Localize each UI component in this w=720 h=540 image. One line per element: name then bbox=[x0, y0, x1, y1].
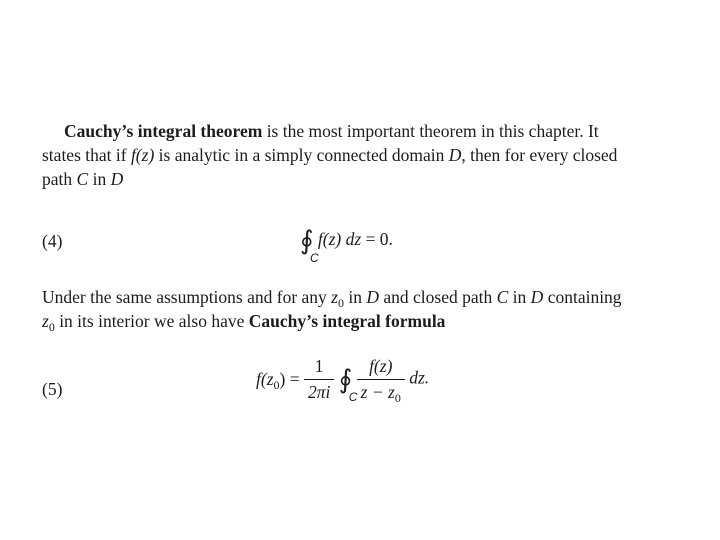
equation-cauchy-formula: $f(z_0)$ = $\frac{1}{2\pi i}$ ∮ C $\frac{f(z)}{z - z_0}$ dz. bbox=[256, 356, 430, 405]
paragraph-line: path C in D bbox=[42, 169, 124, 189]
term-cauchy-integral-formula: Cauchy’s integral formula bbox=[248, 311, 446, 331]
equation-number-4: (4) bbox=[42, 231, 63, 251]
paragraph-line: $z_0$ in its interior we also have Cauchy’s integral formula bbox=[42, 311, 446, 334]
contour-integral-symbol: ∮ C bbox=[300, 226, 319, 265]
fraction-integrand: $\frac{f(z)}{z - z_0}$ bbox=[357, 356, 405, 403]
paragraph-line: Under the same assumptions and for any $z_0$ in D and closed path C in D containing bbox=[42, 287, 622, 310]
equation-number-5: (5) bbox=[42, 379, 63, 399]
paragraph-line: states that if f(z) is analytic in a simply connected domain D, then for every closed bbox=[42, 145, 618, 165]
contour-integral-symbol: ∮ C bbox=[338, 364, 358, 404]
term-cauchy-integral-theorem: Cauchy’s integral theorem bbox=[64, 121, 263, 141]
paragraph-cauchy-formula bbox=[42, 285, 622, 333]
paragraph-line: Cauchy’s integral theorem is the most important theorem in this chapter. It bbox=[64, 121, 599, 141]
fraction-one-over-two-pi-i: $\frac{1}{2\pi i}$ bbox=[304, 356, 334, 403]
paragraph-cauchy-theorem bbox=[42, 119, 617, 191]
equation-cauchy-theorem: ∮ C f(z) dz = 0. bbox=[300, 226, 393, 265]
